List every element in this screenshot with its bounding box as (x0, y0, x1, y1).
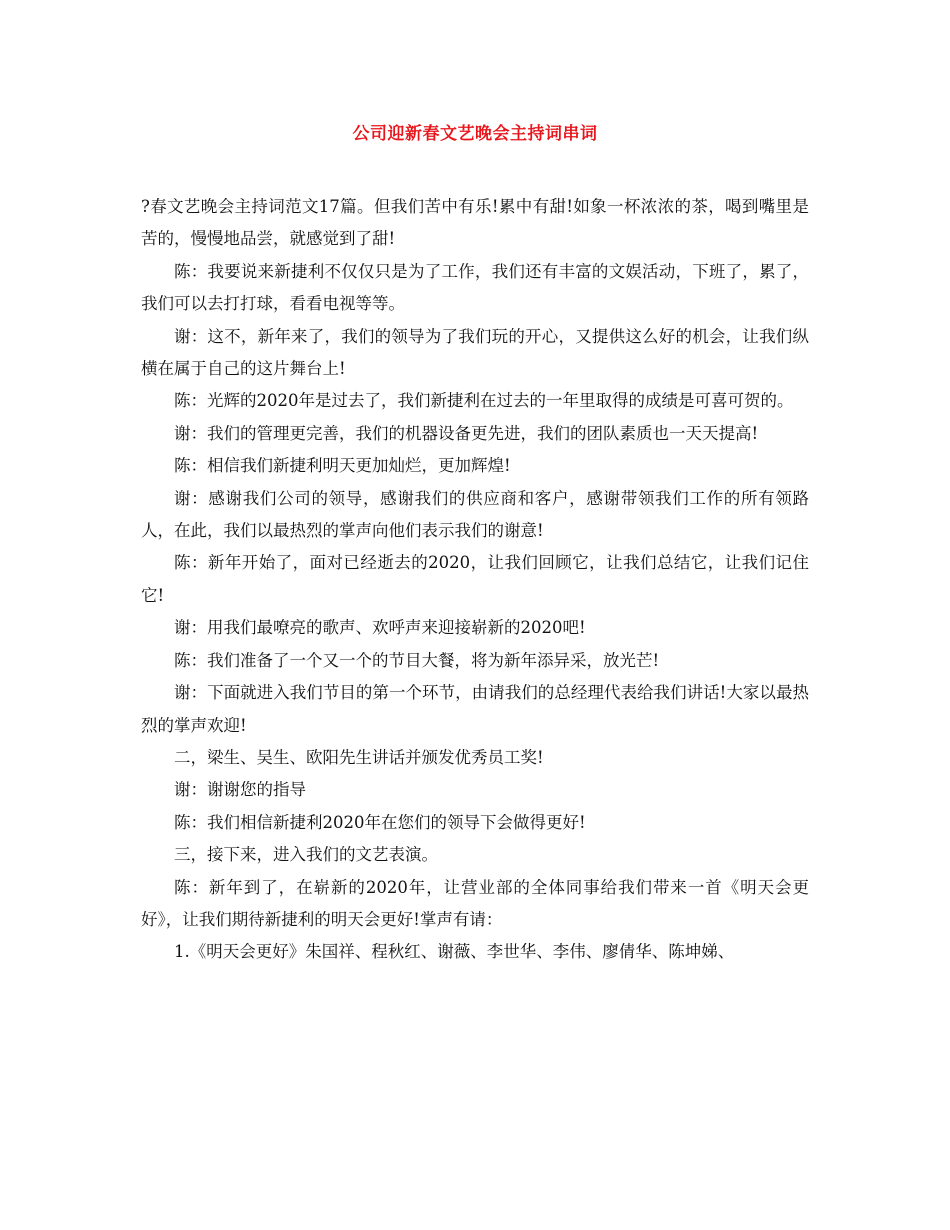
paragraph: 谢：我们的管理更完善，我们的机器设备更先进，我们的团队素质也一天天提高! (174, 423, 759, 443)
paragraph: 陈：光辉的2020年是过去了，我们新捷利在过去的一年里取得的成绩是可喜可贺的。 (174, 391, 794, 411)
paragraph: 谢：感谢我们公司的领导，感谢我们的供应商和客户，感谢带领我们工作的所有领路人，在此，我们以最热烈的掌声向他们表示我们的谢意! (141, 488, 809, 541)
paragraph: 三，接下来，进入我们的文艺表演。 (174, 845, 438, 865)
paragraph: 谢：下面就进入我们节目的第一个环节，由请我们的总经理代表给我们讲话!大家以最热烈的掌声欢迎! (141, 683, 809, 735)
paragraph: 谢：用我们最嘹亮的歌声、欢呼声来迎接崭新的2020吧! (174, 618, 586, 638)
paragraph: 二，梁生、吴生、欧阳先生讲话并颁发优秀员工奖! (174, 747, 544, 767)
paragraph: 谢：这不，新年来了，我们的领导为了我们玩的开心，又提供这么好的机会，让我们纵横在属于自己的这片舞台上! (141, 326, 809, 379)
paragraph: 谢：谢谢您的指导 (174, 780, 306, 800)
paragraph: 陈：我们准备了一个又一个的节目大餐，将为新年添异采，放光芒! (174, 650, 660, 670)
paragraph: 陈：我们相信新捷利2020年在您们的领导下会做得更好! (174, 812, 586, 832)
document-title: 公司迎新春文艺晚会主持词串词 (352, 124, 598, 144)
paragraph: 陈：新年到了，在崭新的2020年，让营业部的全体同事给我们带来一首《明天会更好》，让我们期待新捷利的明天会更好!掌声有请： (141, 877, 809, 929)
document-body (141, 191, 809, 969)
paragraph: 陈：我要说来新捷利不仅仅只是为了工作，我们还有丰富的文娱活动，下班了，累了，我们可以去打打球，看看电视等等。 (141, 261, 809, 314)
paragraph: 1.《明天会更好》朱国祥、程秋红、谢薇、李世华、李伟、廖倩华、陈坤娣、 (174, 942, 735, 962)
paragraph: 陈：新年开始了，面对已经逝去的2020，让我们回顾它，让我们总结它，让我们记住它! (141, 553, 809, 605)
paragraph: 陈：相信我们新捷利明天更加灿烂，更加辉煌! (174, 456, 511, 476)
paragraph: ?春文艺晚会主持词范文17篇。但我们苦中有乐!累中有甜!如象一杯浓浓的茶，喝到嘴里是苦的，慢慢地品尝，就感觉到了甜! (141, 197, 809, 249)
